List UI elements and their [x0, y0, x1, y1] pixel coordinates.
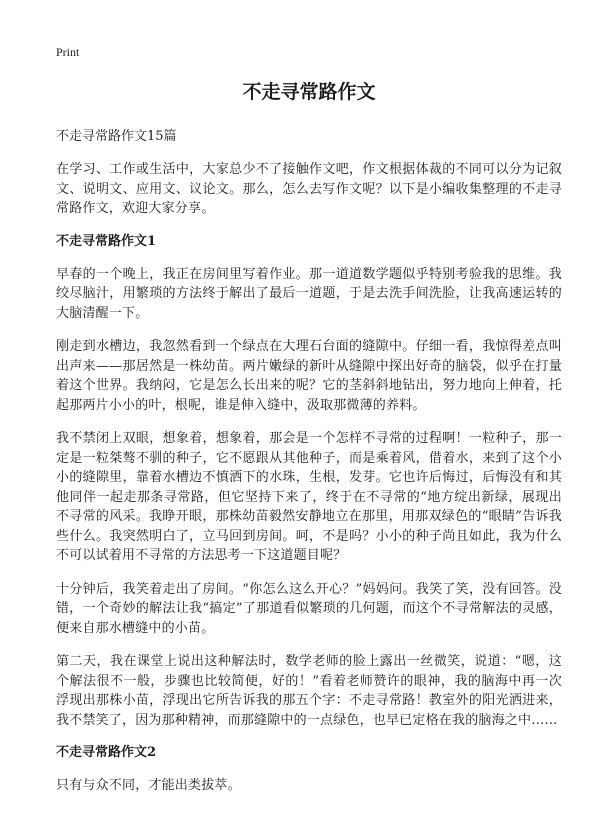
section-heading: 不走寻常路作文2 — [56, 745, 157, 760]
print-label: Print — [56, 45, 80, 59]
body-paragraph: 只有与众不同，才能出类拔萃。 — [56, 778, 241, 793]
document-title: 不走寻常路作文 — [242, 81, 376, 103]
body-paragraph: 我不禁闭上双眼，想象着，想象着，那会是一个怎样不寻常的过程啊！一粒种子，那一定是一粒桀骜不驯的种子，它不愿跟从其他种子，而是乘着风，借着水，来到了这个小小的缝隙里，靠着水槽边不慎洒下的水珠，生根，发芽。它也许后悔过，后悔没有和其他同伴一起走那条寻常路，但它坚持下来了，终于在不寻常的“地方绽出新绿，展现出不寻常的风采。我睁开眼，那株幼苗毅然安静地立在那里，用那双绿色的“眼睛”告诉我些什么。我突然明白了，立马回到房间。呵，不是吗？小小的种子尚且如此，我为什么不可以试着用不寻常的方法思考一下这道题目呢？ — [56, 431, 562, 563]
section-heading: 不走寻常路作文1 — [56, 233, 157, 249]
body-paragraph: 刚走到水槽边，我忽然看到一个绿点在大理石台面的缝隙中。仔细一看，我惊得差点叫出声来——那居然是一株幼苗。两片嫩绿的新叶从缝隙中探出好奇的脑袋，似乎在打量着这个世界。我纳闷，它是怎么长出来的呢？它的茎斜斜地钻出，努力地向上伸着，托起那两片小小的叶，根呢，谁是伸入缝中，汲取那微薄的养料。 — [56, 339, 562, 413]
intro-paragraph: 在学习、工作或生活中，大家总少不了接触作文吧，作文根据体裁的不同可以分为记叙文、说明文、应用文、议论文。那么，怎么去写作文呢？以下是小编收集整理的不走寻常路作文，欢迎大家分享。 — [56, 162, 562, 216]
document-subtitle: 不走寻常路作文15篇 — [56, 129, 177, 144]
body-paragraph: 早春的一个晚上，我正在房间里写着作业。那一道道数学题似乎特别考验我的思维。我绞尽脑汁，用繁琐的方法终于解出了最后一道题，于是去洗手间洗脸，让我高速运转的大脑清醒一下。 — [56, 266, 562, 321]
body-paragraph: 十分钟后，我笑着走出了房间。“你怎么这么开心？”妈妈问。我笑了笑，没有回答。没错，一个奇妙的解法让我“搞定”了那道看似繁琐的几何题，而这个不寻常解法的灵感，便来自那水槽缝中的小苗。 — [56, 581, 562, 636]
body-paragraph: 第二天，我在课堂上说出这种解法时，数学老师的脸上露出一丝微笑，说道：“嗯，这个解法很不一般，步骤也比较简便，好的！”看着老师赞许的眼神，我的脑海中再一次浮现出那株小苗，浮现出它所告诉我的那五个字：不走寻常路！教室外的阳光洒进来，我不禁笑了，因为那种精神，而那缝隙中的一点绿色，也早已定格在我的脑海之中…… — [56, 654, 562, 728]
